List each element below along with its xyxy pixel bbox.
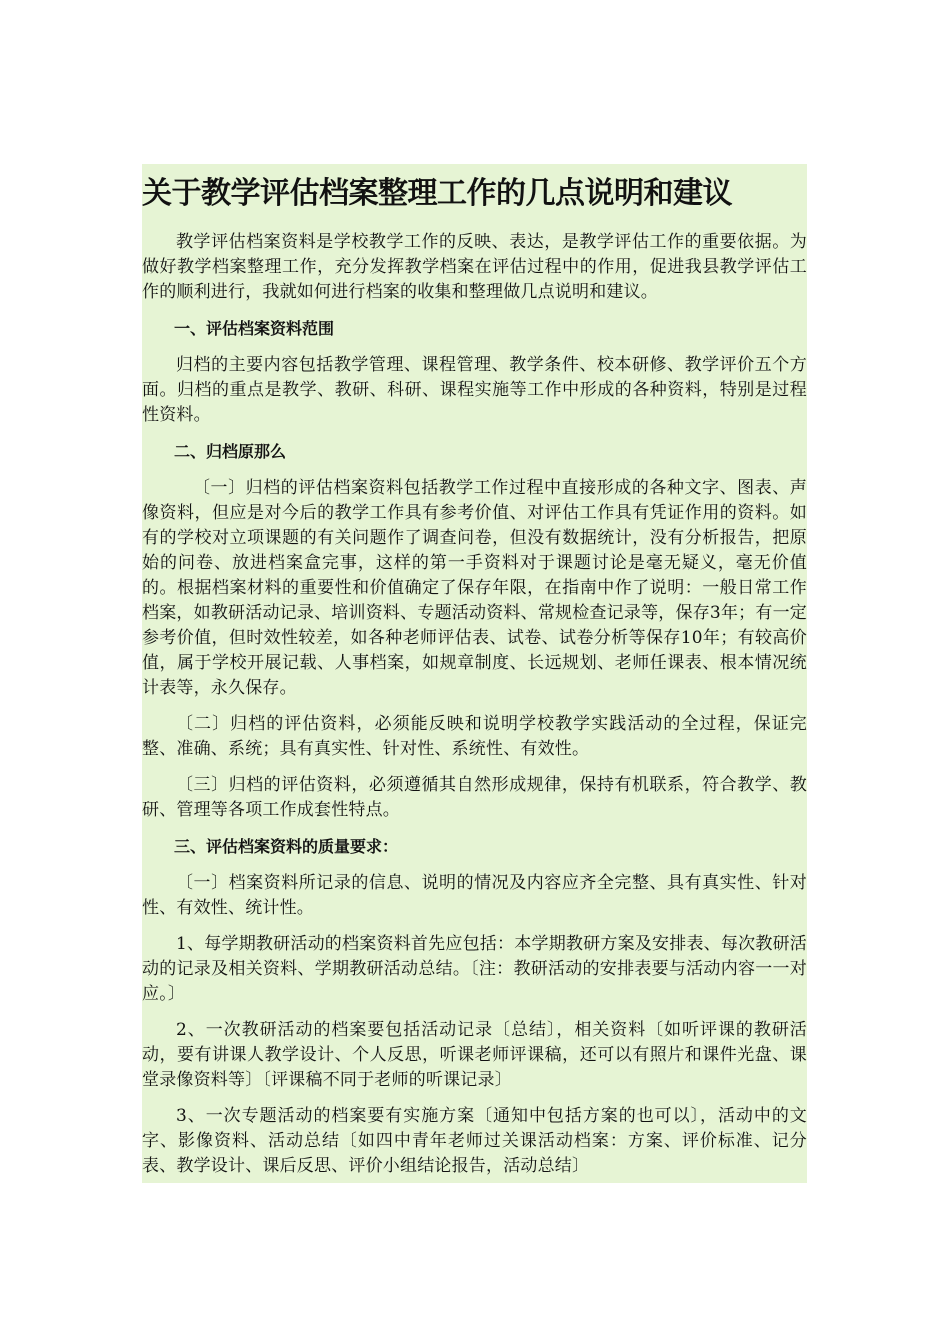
principle-paragraph-1: 〔一〕归档的评估档案资料包括教学工作过程中直接形成的各种文字、图表、声像资料，但应是对今后的教学工作具有参考价值、对评估工作具有凭证作用的资料。如有的学校对立项课题的有关问题作了调查问卷，但没有数据统计，没有分析报告，把原始的问卷、放进档案盒完事，这样的第一手资料对于课题讨论是毫无疑义，毫无价值的。根据档案材料的重要性和价值确定了保存年限，在指南中作了说明：一般日常工作档案，如教研活动记录、培训资料、专题活动资料、常规检查记录等，保存3年；有一定参考价值，但时效性较差，如各种老师评估表、试卷、试卷分析等保存10年；有较高价值，属于学校开展记载、人事档案，如规章制度、长远规划、老师任课表、根本情况统计表等，永久保存。: [142, 478, 807, 698]
section-heading-scope: 一、评估档案资料范围: [174, 319, 335, 338]
scope-paragraph: 归档的主要内容包括教学管理、课程管理、教学条件、校本研修、教学评价五个方面。归档的重点是教学、教研、科研、课程实施等工作中形成的各种资料，特别是过程性资料。: [142, 355, 807, 425]
principle-paragraph-2: 〔二〕归档的评估资料，必须能反映和说明学校教学实践活动的全过程，保证完整、准确、系统；具有真实性、针对性、系统性、有效性。: [142, 714, 807, 759]
principle-paragraph-3: 〔三〕归档的评估资料，必须遵循其自然形成规律，保持有机联系，符合教学、教研、管理等各项工作成套性特点。: [142, 775, 807, 820]
section-heading-quality: 三、评估档案资料的质量要求：: [174, 837, 399, 856]
intro-paragraph: 教学评估档案资料是学校教学工作的反映、表达，是教学评估工作的重要依据。为做好教学档案整理工作，充分发挥教学档案在评估过程中的作用，促进我县教学评估工作的顺利进行，我就如何进行档案的收集和整理做几点说明和建议。: [142, 232, 807, 302]
document-body: [142, 164, 807, 1183]
quality-item-3: 3、一次专题活动的档案要有实施方案〔通知中包括方案的也可以〕，活动中的文字、影像资料、活动总结〔如四中青年老师过关课活动档案：方案、评价标准、记分表、教学设计、课后反思、评价小组结论报告，活动总结〕: [142, 1106, 807, 1176]
quality-paragraph-1: 〔一〕档案资料所记录的信息、说明的情况及内容应齐全完整、具有真实性、针对性、有效性、统计性。: [142, 873, 807, 918]
quality-item-2: 2、一次教研活动的档案要包括活动记录〔总结〕，相关资料〔如听评课的教研活动，要有讲课人教学设计、个人反思，听课老师评课稿，还可以有照片和课件光盘、课堂录像资料等〕〔评课稿不同于老师的听课记录〕: [142, 1020, 807, 1090]
section-heading-principles: 二、归档原那么: [174, 442, 287, 461]
quality-item-1: 1、每学期教研活动的档案资料首先应包括：本学期教研方案及安排表、每次教研活动的记录及相关资料、学期教研活动总结。〔注：教研活动的安排表要与活动内容一一对应。〕: [142, 934, 807, 1004]
document-title: 关于教学评估档案整理工作的几点说明和建议: [142, 176, 732, 211]
